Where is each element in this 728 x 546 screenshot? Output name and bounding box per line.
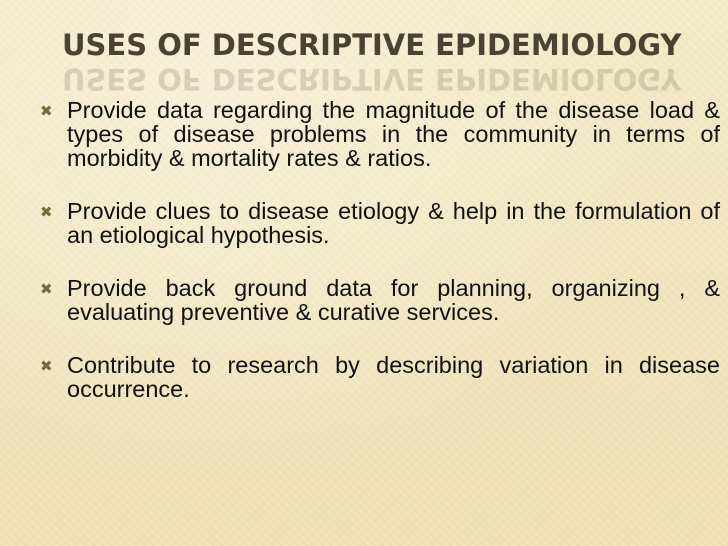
bullet-item — [40, 276, 720, 324]
title-reflection — [62, 62, 682, 96]
title-area — [62, 28, 702, 96]
x-bullet-icon: ✖ — [40, 203, 53, 221]
x-bullet-icon: ✖ — [40, 357, 53, 375]
bullet-text: Provide clues to disease etiology & help in the formulation of an etiological hypothesis. — [67, 198, 720, 248]
slide-title: USES OF DESCRIPTIVE EPIDEMIOLOGY — [62, 28, 682, 62]
bullet-text: Contribute to research by describing variation in disease occurrence. — [67, 352, 720, 402]
x-bullet-icon: ✖ — [40, 102, 53, 120]
x-bullet-icon: ✖ — [40, 280, 53, 298]
bullet-text: Provide data regarding the magnitude of the disease load & types of disease problems in the community in terms of morbidity & mortality rates & ratios. — [67, 97, 720, 171]
bullet-item — [40, 98, 720, 170]
bullet-item — [40, 199, 720, 247]
bullet-list — [40, 98, 720, 401]
bullet-text: Provide back ground data for planning, organizing , & evaluating preventive & curative services. — [67, 275, 720, 325]
bullet-item — [40, 353, 720, 401]
title-reflection-text: USES OF DESCRIPTIVE EPIDEMIOLOGY — [62, 62, 682, 96]
